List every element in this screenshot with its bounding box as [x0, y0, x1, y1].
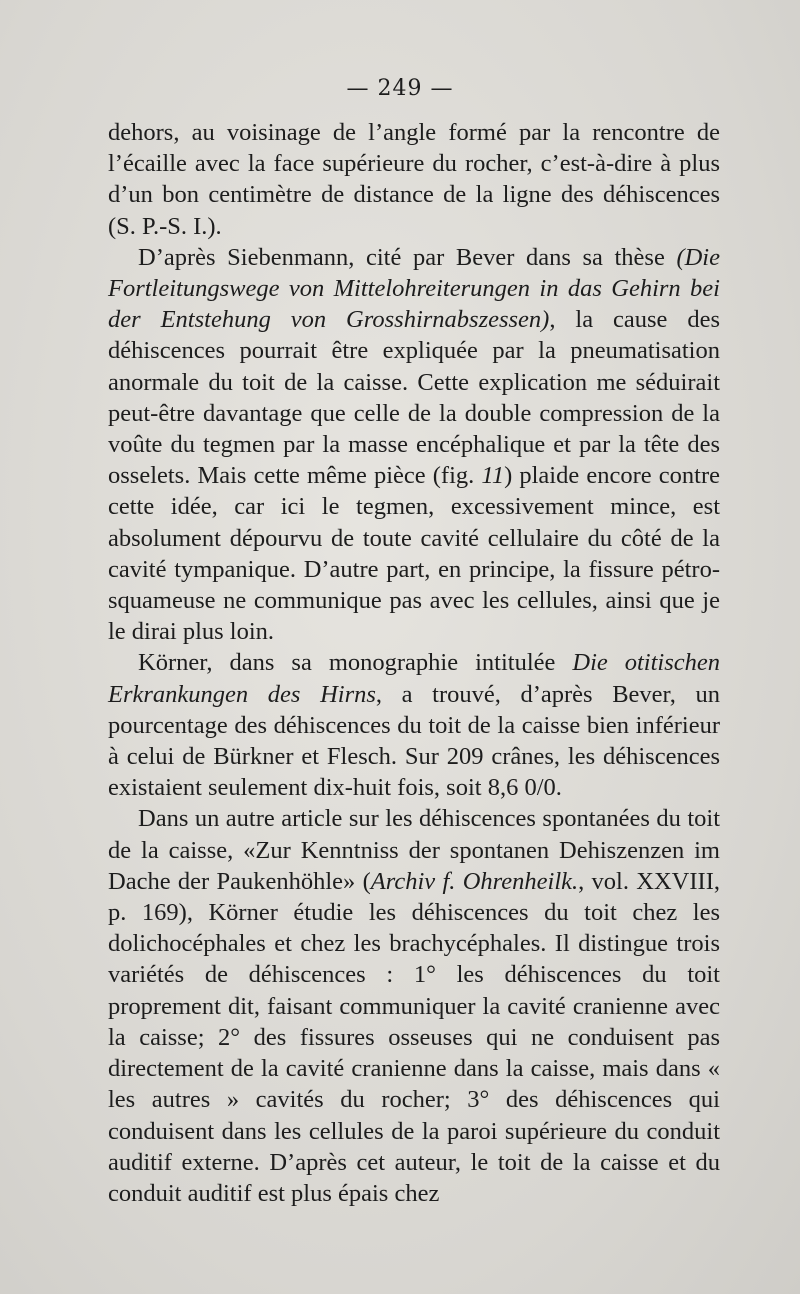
text-run: Dans un autre article sur les déhiscences spontanées du toit de la caisse, «Zur Kenntniss der spontanen Dehiszenzen im Dache der Paukenhöhle» (: [108, 805, 720, 895]
text-run: dehors, au voisinage de l’angle formé par la rencontre de l’écaille avec la face supérieure du rocher, c’est-à-dire à plus d’un bon centimètre de distance de la ligne des déhiscences (S. P.-S. I.).: [108, 119, 720, 240]
paragraph-3: [108, 647, 720, 803]
paragraph-1: [108, 117, 720, 242]
paragraph-2: [108, 242, 720, 648]
text-run: Körner, dans sa monographie intitulée: [138, 649, 573, 677]
text-run: , a trouvé, d’après Bever, un pourcentage des déhiscences du toit de la caisse bien inférieur à celui de Bürkner et Flesch. Sur 209 crânes, les déhiscences existaient seulement dix-huit fois, soit 8,6 0/0.: [108, 680, 720, 802]
body-text: [108, 117, 720, 1209]
text-run: ) plaide encore contre cette idée, car ici le tegmen, excessivement mince, est absolument dépourvu de toute cavité cellulaire du côté de la cavité tympanique. D’autre part, en principe, la fissure pétro-squameuse ne communique pas avec les cellules, ainsi que je le dirai plus loin.: [108, 462, 720, 646]
text-run: , vol. XXVIII, p. 169), Körner étudie les déhiscences du toit chez les dolichocéphales et chez les brachycéphales. Il distingue trois variétés de déhiscences : 1° les déhiscences du toit proprement dit, faisant communiquer la cavité cranienne avec la caisse; 2° des fissures osseuses qui ne conduisent pas directement de la cavité cranienne dans la caisse, mais dans « les autres » cavités du rocher; 3° des déhiscences qui conduisent dans les cellules de la paroi supérieure du conduit auditif externe. D’après cet auteur, le toit de la caisse et du conduit auditif est plus épais chez: [108, 867, 720, 1207]
text-run: , la cause des déhiscences pourrait être expliquée par la pneumatisation anormale du toit de la caisse. Cette explication me séduirait peut-être davantage que celle de la double compression de la voûte du tegmen par la masse encéphalique et par la tête des osselets. Mais cette même pièce (fig.: [108, 306, 721, 490]
italic-text-run: Archiv f. Ohrenheilk.: [370, 867, 579, 895]
paragraph-4: [108, 803, 720, 1209]
text-run: D’après Siebenmann, cité par Bever dans sa thèse: [138, 243, 677, 271]
italic-text-run: 11: [481, 462, 505, 490]
italic-text-run: (Die Fortleitungswege von Mittelohreiterungen in das Gehirn bei der Entstehung von Grosshirnabszessen): [108, 243, 720, 334]
italic-text-run: Die otitischen Erkrankungen des Hirns: [108, 649, 721, 708]
page-number: — 249 —: [346, 76, 454, 101]
